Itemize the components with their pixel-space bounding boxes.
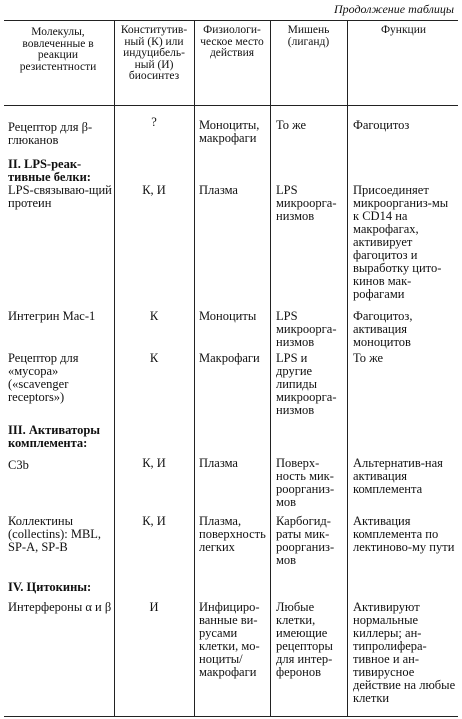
row6-site: Плазма, поверхность легких (199, 514, 266, 554)
row7-molecule: Интерфероны α и β (8, 600, 112, 614)
row6-type: К, И (142, 514, 166, 528)
row1-type: ? (151, 115, 157, 129)
row6-function: Активация комплемента по лектиново-му пути (353, 514, 455, 554)
row1-site: Моноциты, макрофаги (199, 118, 260, 145)
row4-site: Макрофаги (199, 351, 260, 365)
header-site: Физиологи-ческое место действия (200, 24, 264, 59)
column-divider (114, 20, 115, 716)
header-functions: Функции (380, 24, 427, 36)
row7-type: И (149, 600, 159, 614)
row4-type: К (149, 351, 159, 365)
row2-type: К, И (142, 183, 166, 197)
row1-function: Фагоцитоз (353, 118, 410, 132)
row1-molecule: Рецептор для β-глюканов (8, 120, 93, 147)
section-3-heading: III. Активаторы комплемента: (8, 423, 101, 450)
row6-target: Карбогид-раты мик-роорганиз-мов (276, 514, 335, 567)
row6-molecule: Коллектины (collectins): MBL, SP-A, SP-B (8, 514, 102, 554)
header-bottom-rule (4, 105, 458, 106)
row5-type: К, И (142, 456, 166, 470)
header-molecules: Молекулы, вовлеченные в реакции резистентности (19, 26, 97, 73)
column-divider (194, 20, 195, 716)
row4-molecule: Рецептор для «мусора» («scavenger receptors») (8, 351, 79, 404)
row5-site: Плазма (199, 456, 238, 470)
row2-target: LPS микроорга-низмов (276, 183, 337, 223)
section-4-heading: IV. Цитокины: (8, 580, 92, 594)
row3-molecule: Интегрин Мас-1 (8, 309, 96, 323)
row3-site: Моноциты (199, 309, 257, 323)
continuation-label: Продолжение таблицы (333, 2, 454, 16)
header-constitutive: Конститутив-ный (К) или индуцибель-ный (И) биосинтез (120, 24, 188, 82)
row4-function: То же (353, 351, 384, 365)
row7-function: Активируют нормальные киллеры; ан-типролифера-тивное и ан-тивирусное действие на любые клетки (353, 600, 456, 705)
row2-function: Присоединяет микроорганиз-мы к CD14 на макрофагах, активирует фагоцитоз и выработку цито-кинов мак-рофагами (353, 183, 449, 301)
row3-target: LPS микроорга-низмов (276, 309, 337, 349)
header-target: Мишень (лиганд) (287, 24, 330, 48)
table-bottom-rule (4, 716, 458, 717)
row4-target: LPS и другие липиды микроорга-низмов (276, 351, 337, 417)
row5-target: Поверх-ность мик-роорганиз-мов (276, 456, 335, 509)
row3-type: К (149, 309, 159, 323)
row7-target: Любые клетки, имеющие рецепторы для интер-феронов (276, 600, 333, 679)
column-divider (347, 20, 348, 716)
section-2-heading: II. LPS-реак-тивные белки: (8, 157, 91, 184)
row7-site: Инфициро-ванные ви-русами клетки, мо-ноциты/ макрофаги (199, 600, 260, 679)
row2-molecule: LPS-связываю-щий протеин (8, 183, 112, 210)
row5-molecule: C3b (8, 458, 29, 472)
row2-site: Плазма (199, 183, 238, 197)
row1-target: То же (276, 118, 307, 132)
row3-function: Фагоцитоз, активация моноцитов (353, 309, 413, 349)
row5-function: Альтернатив-ная активация комплемента (353, 456, 443, 496)
table-top-rule (4, 20, 458, 21)
